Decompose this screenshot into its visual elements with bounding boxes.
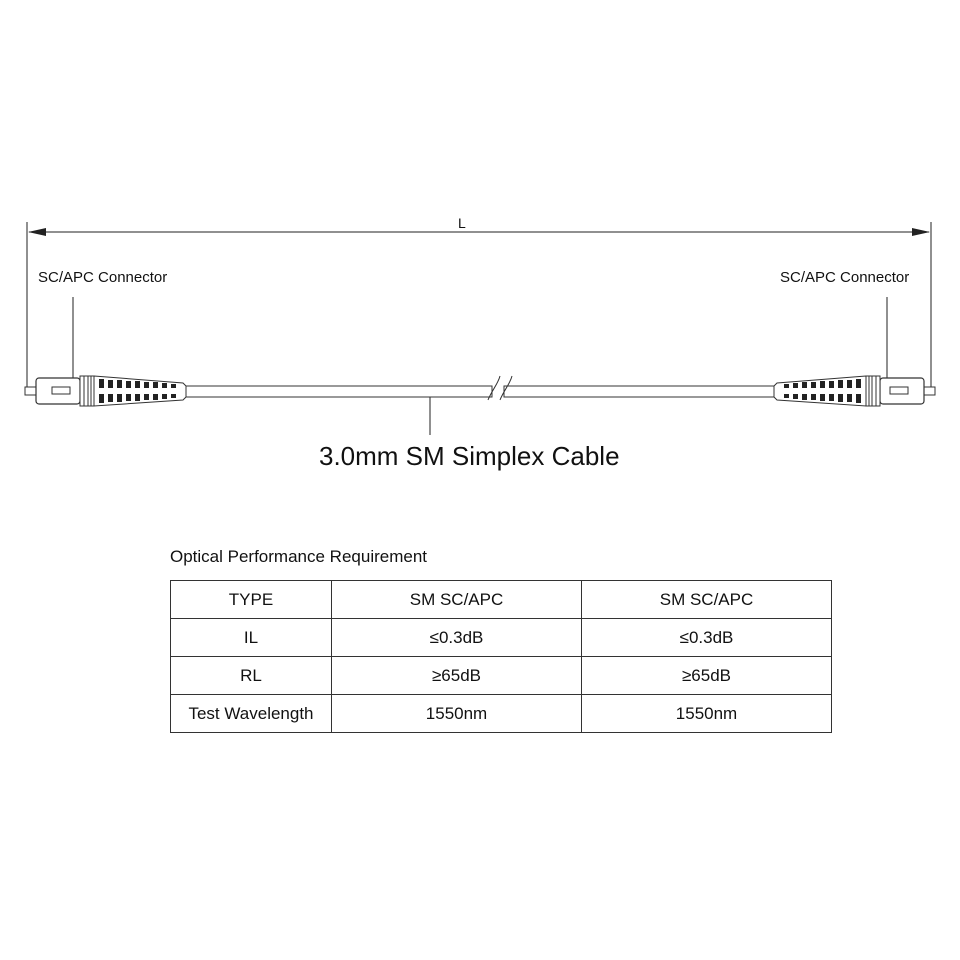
table-row	[171, 657, 832, 695]
table-cell: ≥65dB	[332, 657, 582, 695]
table-cell: SM SC/APC	[332, 581, 582, 619]
table-cell: ≤0.3dB	[332, 619, 582, 657]
table-cell: ≤0.3dB	[582, 619, 832, 657]
cable	[186, 376, 774, 400]
table-cell: ≥65dB	[582, 657, 832, 695]
left-arrow-icon	[28, 228, 46, 236]
table-cell: 1550nm	[582, 695, 832, 733]
table-cell: 1550nm	[332, 695, 582, 733]
table-cell: TYPE	[171, 581, 332, 619]
left-connector-label: SC/APC Connector	[38, 269, 168, 286]
right-sc-apc-connector-icon	[774, 376, 935, 406]
right-arrow-icon	[912, 228, 930, 236]
table-row	[171, 619, 832, 657]
table-row	[171, 695, 832, 733]
performance-table	[170, 580, 832, 733]
right-connector-label: SC/APC Connector	[780, 269, 910, 286]
table-cell: Test Wavelength	[171, 695, 332, 733]
table-cell: SM SC/APC	[582, 581, 832, 619]
left-sc-apc-connector-icon	[25, 376, 186, 406]
table-title: Optical Performance Requirement	[170, 547, 428, 566]
table-cell: IL	[171, 619, 332, 657]
table-cell: RL	[171, 657, 332, 695]
cable-label: 3.0mm SM Simplex Cable	[319, 441, 620, 471]
table-row	[171, 581, 832, 619]
length-label: L	[458, 215, 466, 231]
